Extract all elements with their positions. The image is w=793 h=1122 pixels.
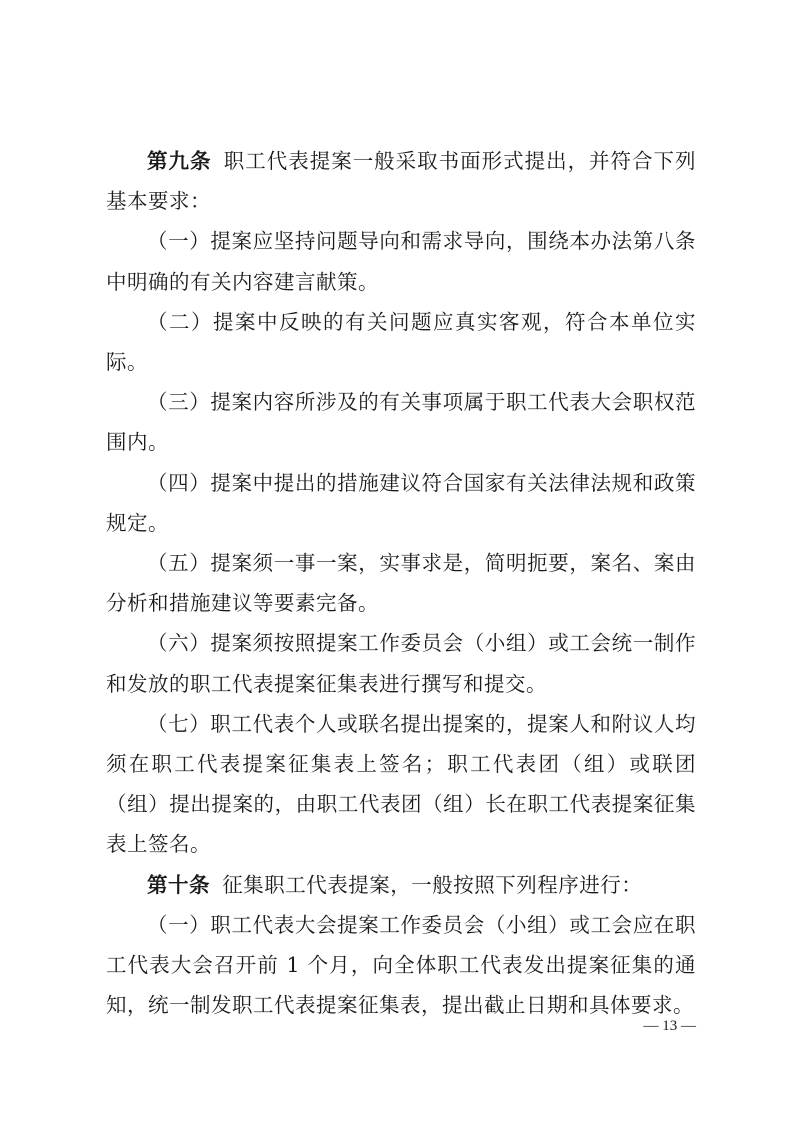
article-9-item-5: （五）提案须一事一案，实事求是，简明扼要，案名、案由分析和措施建议等要素完备。 <box>106 551 696 616</box>
article-10-text: 征集职工代表提案，一般按照下列程序进行： <box>222 872 643 897</box>
article-9-item-7: （七）职工代表个人或联名提出提案的，提案人和附议人均须在职工代表提案征集表上签名；职工代表团（组）或联团（组）提出提案的，由职工代表团（组）长在职工代表提案征集表上签名。 <box>106 711 696 857</box>
article-9-item-2: （二）提案中反映的有关问题应真实客观，符合本单位实际。 <box>106 309 696 375</box>
article-9-text: 职工代表提案一般采取书面形式提出，并符合下列基本要求： <box>106 149 697 214</box>
article-9-item-6: （六）提案须按照提案工作委员会（小组）或工会统一制作和发放的职工代表提案征集表进行撰写和提交。 <box>106 631 696 696</box>
article-9-item-1: （一）提案应坚持问题导向和需求导向，围绕本办法第八条中明确的有关内容建言献策。 <box>106 229 696 294</box>
article-9-heading <box>106 141 696 221</box>
article-10-heading <box>106 865 696 905</box>
article-10-label: 第十条 <box>147 872 210 897</box>
article-10-item-1: （一）职工代表大会提案工作委员会（小组）或工会应在职工代表大会召开前 1 个月，向全体职工代表发出提案征集的通知，统一制发职工代表提案征集表，提出截止日期和具体要求。 <box>106 912 696 1018</box>
article-9-label: 第九条 <box>147 149 212 173</box>
page-number: — 13 — <box>643 1018 696 1034</box>
article-9-item-3: （三）提案内容所涉及的有关事项属于职工代表大会职权范围内。 <box>106 390 696 455</box>
document-body <box>106 141 696 1025</box>
article-9-item-4: （四）提案中提出的措施建议符合国家有关法律法规和政策规定。 <box>106 470 696 535</box>
